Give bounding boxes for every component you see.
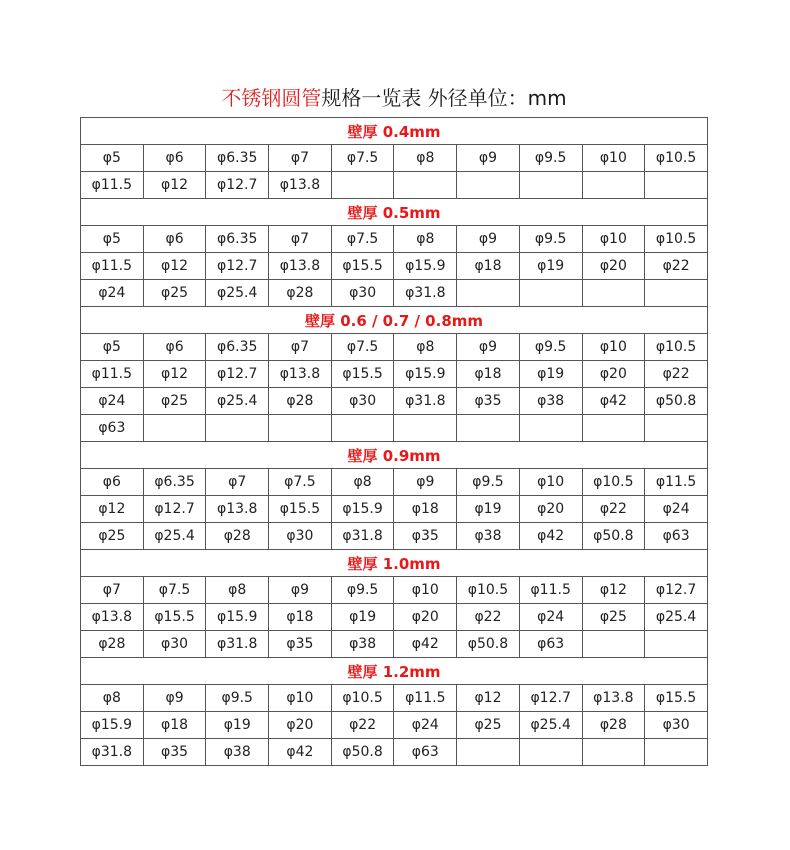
diameter-cell <box>519 172 582 199</box>
diameter-cell: φ6 <box>143 334 206 361</box>
diameter-cell: φ15.5 <box>143 604 206 631</box>
diameter-cell: φ11.5 <box>81 172 144 199</box>
diameter-cell <box>645 415 708 442</box>
diameter-cell: φ10.5 <box>645 226 708 253</box>
diameter-cell: φ63 <box>645 523 708 550</box>
table-row <box>81 469 708 496</box>
diameter-cell <box>645 631 708 658</box>
diameter-cell <box>645 280 708 307</box>
spec-sheet <box>80 80 708 766</box>
diameter-cell <box>519 415 582 442</box>
diameter-cell: φ28 <box>81 631 144 658</box>
diameter-cell <box>457 280 520 307</box>
diameter-cell: φ12 <box>81 496 144 523</box>
diameter-cell: φ38 <box>206 739 269 766</box>
diameter-cell: φ12.7 <box>143 496 206 523</box>
diameter-cell: φ25.4 <box>143 523 206 550</box>
diameter-cell: φ63 <box>81 415 144 442</box>
diameter-cell: φ19 <box>457 496 520 523</box>
diameter-cell: φ50.8 <box>582 523 645 550</box>
diameter-cell: φ13.8 <box>81 604 144 631</box>
table-row <box>81 280 708 307</box>
diameter-cell: φ5 <box>81 145 144 172</box>
diameter-cell: φ10 <box>582 334 645 361</box>
diameter-cell <box>457 739 520 766</box>
diameter-cell: φ7 <box>81 577 144 604</box>
diameter-cell <box>582 631 645 658</box>
diameter-cell: φ8 <box>331 469 394 496</box>
diameter-cell <box>582 739 645 766</box>
diameter-cell <box>645 172 708 199</box>
wall-thickness-header: 壁厚 0.9mm <box>81 442 708 469</box>
table-row <box>81 739 708 766</box>
wall-thickness-header: 壁厚 0.5mm <box>81 199 708 226</box>
diameter-cell: φ22 <box>645 253 708 280</box>
table-row <box>81 388 708 415</box>
diameter-cell: φ42 <box>269 739 332 766</box>
diameter-cell: φ22 <box>457 604 520 631</box>
table-row <box>81 604 708 631</box>
diameter-cell: φ15.9 <box>394 253 457 280</box>
table-row <box>81 334 708 361</box>
diameter-cell: φ38 <box>519 388 582 415</box>
diameter-cell: φ9.5 <box>519 145 582 172</box>
diameter-cell: φ25.4 <box>206 280 269 307</box>
diameter-cell: φ11.5 <box>519 577 582 604</box>
diameter-cell: φ12.7 <box>519 685 582 712</box>
diameter-cell <box>331 415 394 442</box>
diameter-cell: φ30 <box>143 631 206 658</box>
diameter-cell: φ22 <box>582 496 645 523</box>
diameter-cell: φ50.8 <box>645 388 708 415</box>
diameter-cell: φ50.8 <box>331 739 394 766</box>
section-header-row <box>81 442 708 469</box>
diameter-cell: φ9 <box>457 145 520 172</box>
table-row <box>81 415 708 442</box>
diameter-cell: φ10.5 <box>582 469 645 496</box>
diameter-cell: φ7.5 <box>143 577 206 604</box>
diameter-cell: φ13.8 <box>269 253 332 280</box>
diameter-cell: φ5 <box>81 226 144 253</box>
diameter-cell: φ24 <box>394 712 457 739</box>
diameter-cell: φ10 <box>394 577 457 604</box>
diameter-cell: φ12 <box>457 685 520 712</box>
table-row <box>81 172 708 199</box>
diameter-cell: φ11.5 <box>645 469 708 496</box>
diameter-cell: φ63 <box>519 631 582 658</box>
diameter-cell: φ15.9 <box>81 712 144 739</box>
spec-table-body <box>81 118 708 766</box>
diameter-cell: φ15.5 <box>331 253 394 280</box>
diameter-cell: φ9.5 <box>519 334 582 361</box>
diameter-cell: φ8 <box>394 334 457 361</box>
diameter-cell: φ9.5 <box>206 685 269 712</box>
diameter-cell: φ18 <box>394 496 457 523</box>
diameter-cell: φ19 <box>519 253 582 280</box>
diameter-cell: φ25 <box>143 388 206 415</box>
diameter-cell: φ13.8 <box>269 361 332 388</box>
diameter-cell: φ38 <box>457 523 520 550</box>
section-header-row <box>81 118 708 145</box>
diameter-cell: φ20 <box>269 712 332 739</box>
diameter-cell <box>143 415 206 442</box>
diameter-cell: φ15.5 <box>645 685 708 712</box>
diameter-cell: φ12.7 <box>645 577 708 604</box>
diameter-cell: φ28 <box>206 523 269 550</box>
diameter-cell: φ18 <box>143 712 206 739</box>
diameter-cell: φ31.8 <box>394 280 457 307</box>
table-row <box>81 496 708 523</box>
diameter-cell: φ50.8 <box>457 631 520 658</box>
diameter-cell: φ9 <box>143 685 206 712</box>
table-row <box>81 631 708 658</box>
diameter-cell: φ28 <box>582 712 645 739</box>
diameter-cell: φ12.7 <box>206 361 269 388</box>
diameter-cell: φ25.4 <box>519 712 582 739</box>
section-header-row <box>81 199 708 226</box>
diameter-cell: φ11.5 <box>81 253 144 280</box>
diameter-cell: φ10.5 <box>331 685 394 712</box>
spec-table <box>80 117 708 766</box>
table-row <box>81 226 708 253</box>
diameter-cell: φ35 <box>457 388 520 415</box>
diameter-cell: φ7 <box>269 145 332 172</box>
table-row <box>81 253 708 280</box>
diameter-cell: φ8 <box>394 226 457 253</box>
diameter-cell <box>582 415 645 442</box>
diameter-cell: φ10 <box>582 226 645 253</box>
diameter-cell: φ15.5 <box>331 361 394 388</box>
diameter-cell: φ7 <box>269 334 332 361</box>
diameter-cell <box>206 415 269 442</box>
diameter-cell: φ31.8 <box>331 523 394 550</box>
diameter-cell: φ18 <box>269 604 332 631</box>
diameter-cell: φ19 <box>206 712 269 739</box>
diameter-cell: φ12 <box>143 361 206 388</box>
diameter-cell: φ9 <box>457 226 520 253</box>
diameter-cell: φ9.5 <box>519 226 582 253</box>
diameter-cell: φ9.5 <box>457 469 520 496</box>
diameter-cell: φ18 <box>457 361 520 388</box>
diameter-cell <box>457 415 520 442</box>
table-row <box>81 577 708 604</box>
diameter-cell: φ6 <box>81 469 144 496</box>
diameter-cell: φ35 <box>143 739 206 766</box>
diameter-cell <box>457 172 520 199</box>
diameter-cell: φ7.5 <box>331 145 394 172</box>
diameter-cell: φ15.5 <box>269 496 332 523</box>
table-row <box>81 712 708 739</box>
diameter-cell: φ6.35 <box>143 469 206 496</box>
diameter-cell <box>519 280 582 307</box>
wall-thickness-header: 壁厚 0.4mm <box>81 118 708 145</box>
table-row <box>81 145 708 172</box>
table-row <box>81 523 708 550</box>
diameter-cell: φ25.4 <box>645 604 708 631</box>
diameter-cell: φ11.5 <box>81 361 144 388</box>
diameter-cell <box>519 739 582 766</box>
diameter-cell: φ30 <box>269 523 332 550</box>
diameter-cell: φ30 <box>331 388 394 415</box>
diameter-cell: φ25 <box>582 604 645 631</box>
diameter-cell: φ24 <box>519 604 582 631</box>
diameter-cell: φ24 <box>81 388 144 415</box>
diameter-cell: φ31.8 <box>81 739 144 766</box>
table-row <box>81 361 708 388</box>
diameter-cell: φ7 <box>269 226 332 253</box>
diameter-cell <box>582 280 645 307</box>
diameter-cell: φ30 <box>645 712 708 739</box>
diameter-cell: φ9 <box>457 334 520 361</box>
diameter-cell: φ7.5 <box>331 226 394 253</box>
wall-thickness-header: 壁厚 1.2mm <box>81 658 708 685</box>
diameter-cell: φ10.5 <box>457 577 520 604</box>
diameter-cell: φ7 <box>206 469 269 496</box>
page-title-product: 不锈钢圆管 <box>221 86 322 110</box>
diameter-cell: φ10 <box>519 469 582 496</box>
diameter-cell: φ63 <box>394 739 457 766</box>
diameter-cell: φ20 <box>582 361 645 388</box>
diameter-cell: φ31.8 <box>394 388 457 415</box>
diameter-cell: φ24 <box>645 496 708 523</box>
diameter-cell: φ10 <box>269 685 332 712</box>
diameter-cell: φ12.7 <box>206 253 269 280</box>
diameter-cell: φ10.5 <box>645 145 708 172</box>
diameter-cell: φ18 <box>457 253 520 280</box>
diameter-cell: φ10 <box>582 145 645 172</box>
diameter-cell: φ6 <box>143 145 206 172</box>
diameter-cell <box>582 172 645 199</box>
diameter-cell: φ6.35 <box>206 226 269 253</box>
diameter-cell: φ8 <box>206 577 269 604</box>
diameter-cell <box>331 172 394 199</box>
diameter-cell <box>645 739 708 766</box>
diameter-cell: φ25 <box>457 712 520 739</box>
diameter-cell: φ25 <box>81 523 144 550</box>
diameter-cell: φ12 <box>143 253 206 280</box>
diameter-cell: φ5 <box>81 334 144 361</box>
diameter-cell: φ15.9 <box>331 496 394 523</box>
diameter-cell: φ10.5 <box>645 334 708 361</box>
section-header-row <box>81 658 708 685</box>
diameter-cell: φ9 <box>269 577 332 604</box>
diameter-cell: φ15.9 <box>206 604 269 631</box>
diameter-cell: φ42 <box>394 631 457 658</box>
diameter-cell: φ42 <box>519 523 582 550</box>
diameter-cell: φ19 <box>519 361 582 388</box>
diameter-cell: φ24 <box>81 280 144 307</box>
diameter-cell: φ6.35 <box>206 334 269 361</box>
diameter-cell: φ6.35 <box>206 145 269 172</box>
diameter-cell: φ13.8 <box>269 172 332 199</box>
diameter-cell: φ15.9 <box>394 361 457 388</box>
diameter-cell <box>269 415 332 442</box>
diameter-cell: φ8 <box>394 145 457 172</box>
diameter-cell: φ12 <box>582 577 645 604</box>
wall-thickness-header: 壁厚 0.6 / 0.7 / 0.8mm <box>81 307 708 334</box>
diameter-cell: φ9.5 <box>331 577 394 604</box>
diameter-cell: φ38 <box>331 631 394 658</box>
diameter-cell: φ6 <box>143 226 206 253</box>
table-row <box>81 685 708 712</box>
diameter-cell: φ20 <box>582 253 645 280</box>
diameter-cell: φ12 <box>143 172 206 199</box>
page-title <box>80 80 708 117</box>
diameter-cell: φ13.8 <box>582 685 645 712</box>
diameter-cell: φ20 <box>519 496 582 523</box>
diameter-cell: φ22 <box>331 712 394 739</box>
diameter-cell: φ25 <box>143 280 206 307</box>
section-header-row <box>81 550 708 577</box>
diameter-cell: φ35 <box>269 631 332 658</box>
diameter-cell: φ11.5 <box>394 685 457 712</box>
diameter-cell: φ31.8 <box>206 631 269 658</box>
diameter-cell <box>394 415 457 442</box>
diameter-cell: φ8 <box>81 685 144 712</box>
diameter-cell: φ25.4 <box>206 388 269 415</box>
diameter-cell: φ28 <box>269 388 332 415</box>
diameter-cell: φ35 <box>394 523 457 550</box>
wall-thickness-header: 壁厚 1.0mm <box>81 550 708 577</box>
diameter-cell: φ9 <box>394 469 457 496</box>
diameter-cell: φ22 <box>645 361 708 388</box>
diameter-cell <box>394 172 457 199</box>
page-title-caption: 规格一览表 外径单位：mm <box>321 86 567 110</box>
diameter-cell: φ30 <box>331 280 394 307</box>
diameter-cell: φ20 <box>394 604 457 631</box>
diameter-cell: φ28 <box>269 280 332 307</box>
diameter-cell: φ7.5 <box>331 334 394 361</box>
section-header-row <box>81 307 708 334</box>
diameter-cell: φ13.8 <box>206 496 269 523</box>
diameter-cell: φ7.5 <box>269 469 332 496</box>
diameter-cell: φ19 <box>331 604 394 631</box>
diameter-cell: φ42 <box>582 388 645 415</box>
diameter-cell: φ12.7 <box>206 172 269 199</box>
